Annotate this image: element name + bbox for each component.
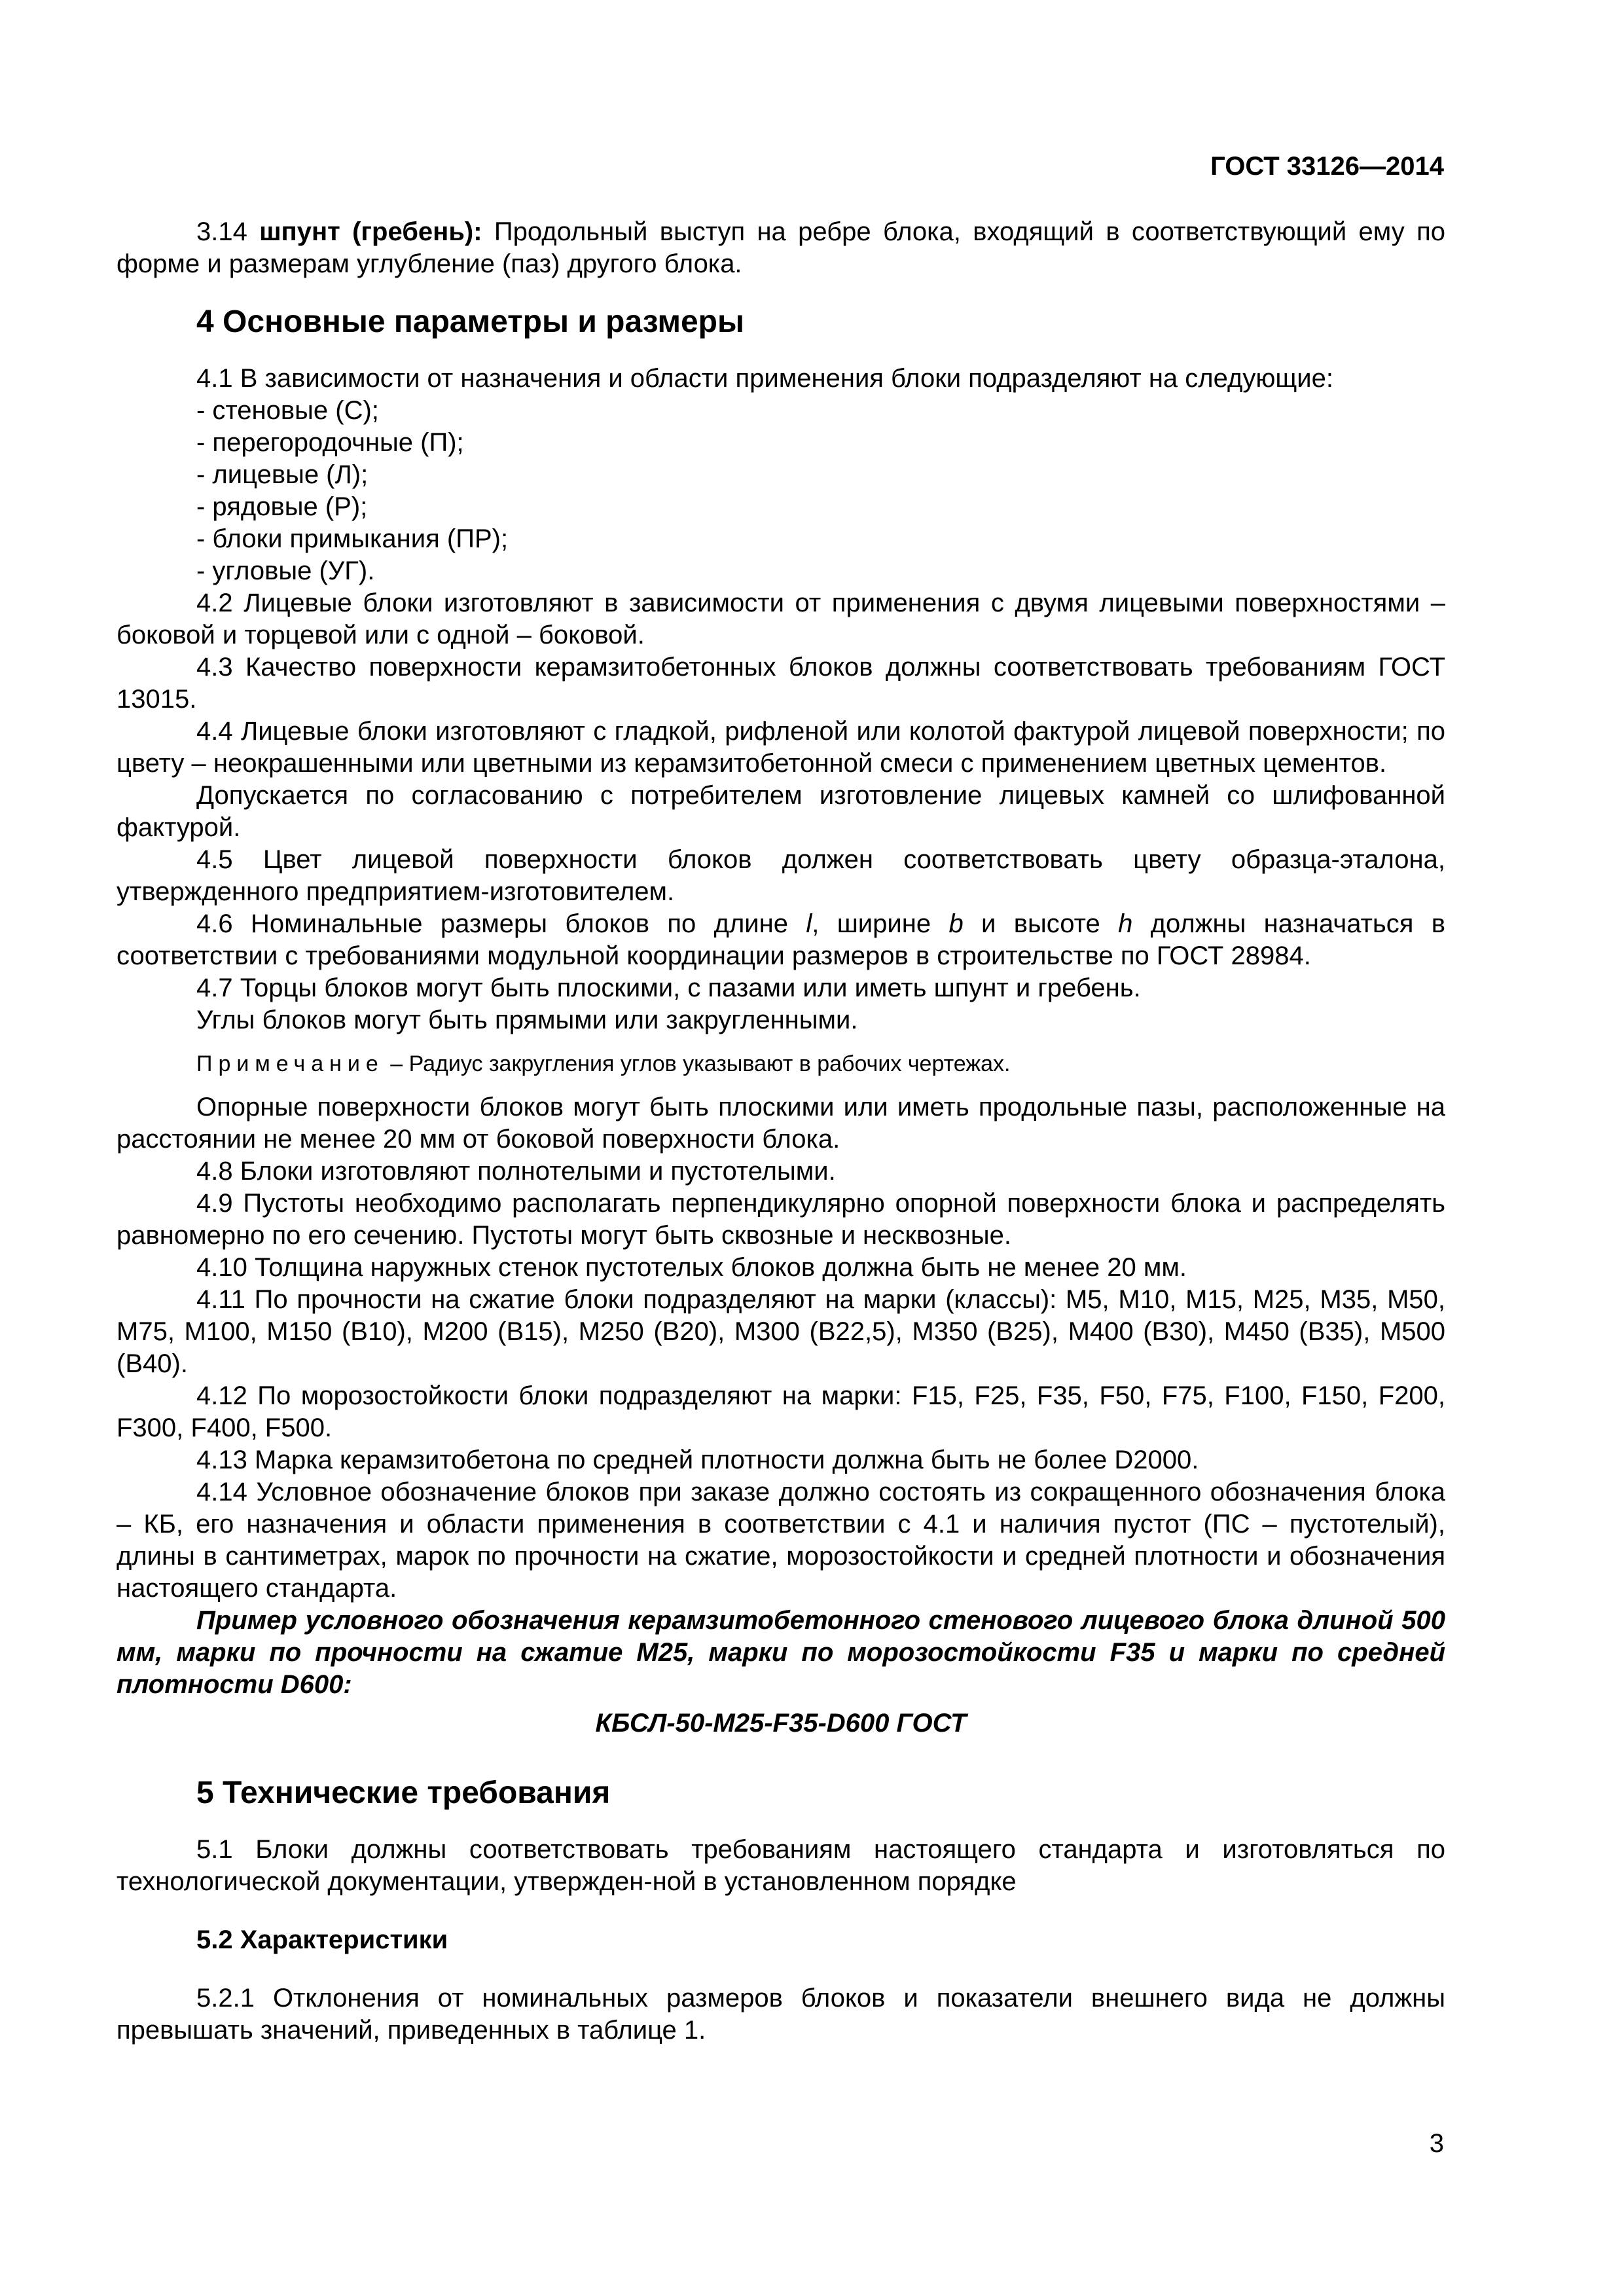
text-run: и высоте <box>963 909 1119 938</box>
symbol-width: b <box>948 909 964 938</box>
paragraph-4-4: 4.4 Лицевые блоки изготовляют с гладкой, рифленой или колотой фактурой лицевой поверхности; по цвету – неокрашенными или цветными из керамзитобетонной смеси с применением цветных цементов. <box>117 717 1445 778</box>
paragraph-4-9: 4.9 Пустоты необходимо располагать перпендикулярно опорной поверхности блока и распределять равномерно по его сечению. Пустоты могут быть сквозные и несквозные. <box>117 1189 1445 1250</box>
paragraph-4-3: 4.3 Качество поверхности керамзитобетонных блоков должны соответствовать требованиям ГОСТ 13015. <box>117 653 1445 714</box>
note <box>117 1049 1445 1078</box>
paragraph-4-13: 4.13 Марка керамзитобетона по средней плотности должна быть не более D2000. <box>196 1446 1199 1474</box>
list-item: - лицевые (Л); <box>196 460 369 489</box>
section-4-heading: 4 Основные параметры и размеры <box>196 304 744 339</box>
paragraph-5-1: 5.1 Блоки должны соответствовать требованиям настоящего стандарта и изготовляться по технологической документации, утвержден-ной в установленном порядке <box>117 1835 1445 1896</box>
paragraph-4-7-support: Опорные поверхности блоков могут быть плоскими или иметь продольные пазы, расположенные на расстоянии не менее 20 мм от боковой поверхности блока. <box>117 1093 1445 1154</box>
paragraph-4-10: 4.10 Толщина наружных стенок пустотелых блоков должна быть не менее 20 мм. <box>196 1253 1187 1282</box>
paragraph-4-7-cont: Углы блоков могут быть прямыми или закругленными. <box>196 1006 858 1034</box>
text-run: , ширине <box>812 909 949 938</box>
text-run: 4.6 Номинальные размеры блоков по длине <box>196 909 806 938</box>
section-5-heading: 5 Технические требования <box>196 1776 611 1810</box>
designation-example: Пример условного обозначения керамзитобетонного стенового лицевого блока длиной 500 мм, марки по прочности на сжатие М25, марки по морозостойкости F35 и марки по средней плотности D600: <box>117 1606 1445 1699</box>
list-item: - перегородочные (П); <box>196 428 464 457</box>
list-item: - стеновые (С); <box>196 396 379 425</box>
paragraph-4-8: 4.8 Блоки изготовляют полнотелыми и пустотелыми. <box>196 1157 836 1186</box>
document-id-header: ГОСТ 33126—2014 <box>1210 152 1444 181</box>
paragraph-4-6 <box>117 908 1445 972</box>
symbol-length: l <box>806 909 812 938</box>
text-run: должны назначаться в соответствии с требованиями модульной координации размеров в строительстве по ГОСТ 28984. <box>117 909 1446 970</box>
paragraph-4-14: 4.14 Условное обозначение блоков при заказе должно состоять из сокращенного обозначения блока – КБ, его назначения и области применения в соответствии с 4.1 и наличия пустот (ПС – пустотелый), длины в сантиметрах, марок по прочности на сжатие, морозостойкости и средней плотности и обозначения настоящего стандарта. <box>117 1478 1445 1603</box>
paragraph-5-2-1: 5.2.1 Отклонения от номинальных размеров блоков и показатели внешнего вида не должны превышать значений, приведенных в таблице 1. <box>117 1984 1445 2045</box>
term-definition: Продольный выступ на ребре блока, входящий в соответствующий ему по форме и размерам углубление (паз) другого блока. <box>117 217 1445 278</box>
paragraph-4-12: 4.12 По морозостойкости блоки подразделяют на марки: F15, F25, F35, F50, F75, F100, F150, F200, F300, F400, F500. <box>117 1381 1445 1442</box>
note-text: – Радиус закругления углов указывают в рабочих чертежах. <box>384 1051 1011 1076</box>
list-item: - угловые (УГ). <box>196 556 375 585</box>
paragraph-4-1: 4.1 В зависимости от назначения и области применения блоки подразделяют на следующие: <box>196 364 1333 393</box>
designation-example-code: КБСЛ-50-М25-F35-D600 ГОСТ <box>595 1709 967 1738</box>
note-label: Примечание <box>196 1051 384 1076</box>
paragraph-4-2: 4.2 Лицевые блоки изготовляют в зависимости от применения с двумя лицевыми поверхностями – боковой и торцевой или с одной – боковой. <box>117 589 1445 649</box>
list-item: - рядовые (Р); <box>196 492 368 521</box>
clause-number: 3.14 <box>196 217 260 246</box>
term-bold: шпунт (гребень): <box>259 217 482 246</box>
subsection-5-2-heading: 5.2 Характеристики <box>196 1925 448 1954</box>
page-number: 3 <box>1429 2129 1444 2158</box>
paragraph-4-4-cont: Допускается по согласованию с потребителем изготовление лицевых камней со шлифованной фактурой. <box>117 781 1445 842</box>
list-item: - блоки примыкания (ПР); <box>196 524 509 553</box>
paragraph-3-14 <box>117 216 1445 280</box>
paragraph-4-5: 4.5 Цвет лицевой поверхности блоков должен соответствовать цвету образца-эталона, утвержденного предприятием-изготовителем. <box>117 845 1445 906</box>
document-body <box>117 216 1445 2047</box>
symbol-height: h <box>1118 909 1133 938</box>
paragraph-4-11: 4.11 По прочности на сжатие блоки подразделяют на марки (классы): М5, М10, М15, М25, М35, М50, М75, М100, М150 (В10), М200 (В15), М250 (В20), М300 (В22,5), М350 (В25), М400 (В30), М450 (В35), М500 (В40). <box>117 1285 1445 1378</box>
paragraph-4-7: 4.7 Торцы блоков могут быть плоскими, с пазами или иметь шпунт и гребень. <box>196 974 1141 1002</box>
